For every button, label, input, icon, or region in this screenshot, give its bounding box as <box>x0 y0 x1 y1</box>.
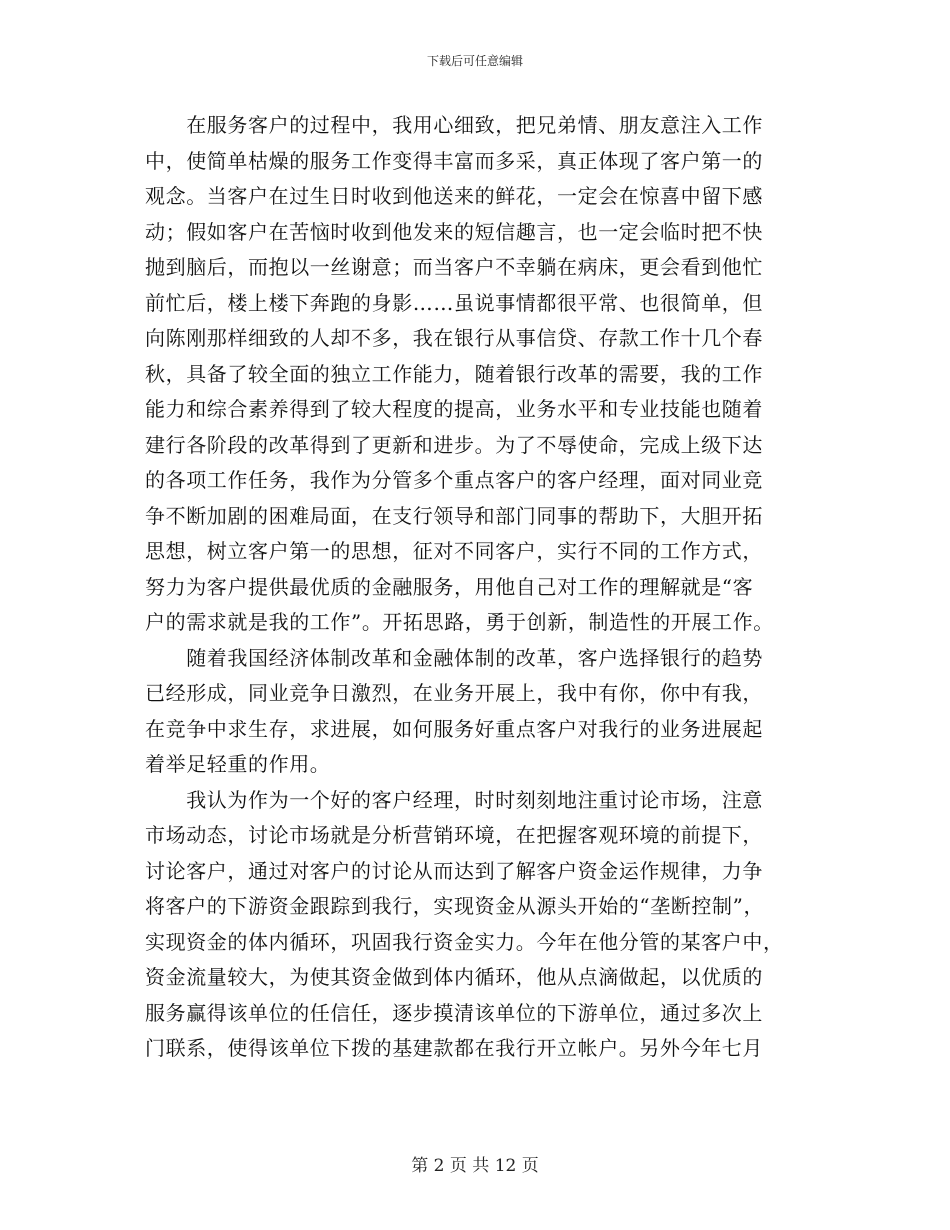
text-line: 观念。当客户在过生日时收到他送来的鲜花，一定会在惊喜中留下感 <box>145 184 763 208</box>
text-line: 服务赢得该单位的任信任，逐步摸清该单位的下游单位，通过多次上 <box>145 1000 763 1025</box>
text-line: 在服务客户的过程中，我用心细致，把兄弟情、朋友意注入工作 <box>145 113 763 137</box>
text-line: 中，使简单枯燥的服务工作变得丰富而多采，真正体现了客户第一的 <box>145 148 763 173</box>
text-line: 实现资金的体内循环，巩固我行资金实力。今年在他分管的某客户中， <box>145 929 784 954</box>
text-line: 户的需求就是我的工作”。开拓思路，勇于创新，制造性的开展工作。 <box>145 610 774 634</box>
text-line: 思想，树立客户第一的思想，征对不同客户，实行不同的工作方式， <box>145 539 763 563</box>
text-line: 抛到脑后，而抱以一丝谢意；而当客户不幸躺在病床，更会看到他忙 <box>145 255 763 279</box>
text-line: 门联系，使得该单位下拨的基建款都在我行开立帐户。另外今年七月 <box>145 1036 763 1060</box>
text-line: 讨论客户，通过对客户的讨论从而达到了解客户资金运作规律，力争 <box>145 858 763 883</box>
text-line: 着举足轻重的作用。 <box>145 752 331 776</box>
body-text <box>145 108 807 1067</box>
page-number: 第 2 页 共 12 页 <box>411 1156 539 1176</box>
text-line: 向陈刚那样细致的人却不多，我在银行从事信贷、存款工作十几个春 <box>145 326 763 350</box>
text-line: 能力和综合素养得到了较大程度的提高，业务水平和专业技能也随着 <box>145 397 763 421</box>
text-line: 将客户的下游资金跟踪到我行，实现资金从源头开始的“垄断控制”， <box>145 894 765 918</box>
text-line: 努力为客户提供最优质的金融服务，用他自己对工作的理解就是“客 <box>145 574 754 599</box>
text-line: 资金流量较大，为使其资金做到体内循环，他从点滴做起，以优质的 <box>145 965 763 989</box>
text-line: 已经形成，同业竞争日激烈，在业务开展上，我中有你，你中有我， <box>145 681 763 705</box>
text-line: 争不断加剧的困难局面，在支行领导和部门同事的帮助下，大胆开拓 <box>145 503 763 528</box>
text-line: 的各项工作任务，我作为分管多个重点客户的客户经理，面对同业竞 <box>145 468 763 492</box>
page-header: 下载后可任意编辑 <box>426 54 523 68</box>
text-line: 建行各阶段的改革得到了更新和进步。为了不辱使命，完成上级下达 <box>145 432 763 457</box>
text-line: 市场动态，讨论市场就是分析营销环境，在把握客观环境的前提下， <box>145 823 763 847</box>
text-line: 动；假如客户在苦恼时收到他发来的短信趣言，也一定会临时把不快 <box>145 219 763 244</box>
text-line: 秋，具备了较全面的独立工作能力，随着银行改革的需要，我的工作 <box>145 361 763 386</box>
text-line: 在竞争中求生存，求进展，如何服务好重点客户对我行的业务进展起 <box>145 716 763 741</box>
text-line: 前忙后，楼上楼下奔跑的身影……虽说事情都很平常、也很简单，但 <box>145 290 763 315</box>
text-line: 我认为作为一个好的客户经理，时时刻刻地注重讨论市场，注意 <box>145 787 763 812</box>
text-line: 随着我国经济体制改革和金融体制的改革，客户选择银行的趋势 <box>145 645 763 670</box>
